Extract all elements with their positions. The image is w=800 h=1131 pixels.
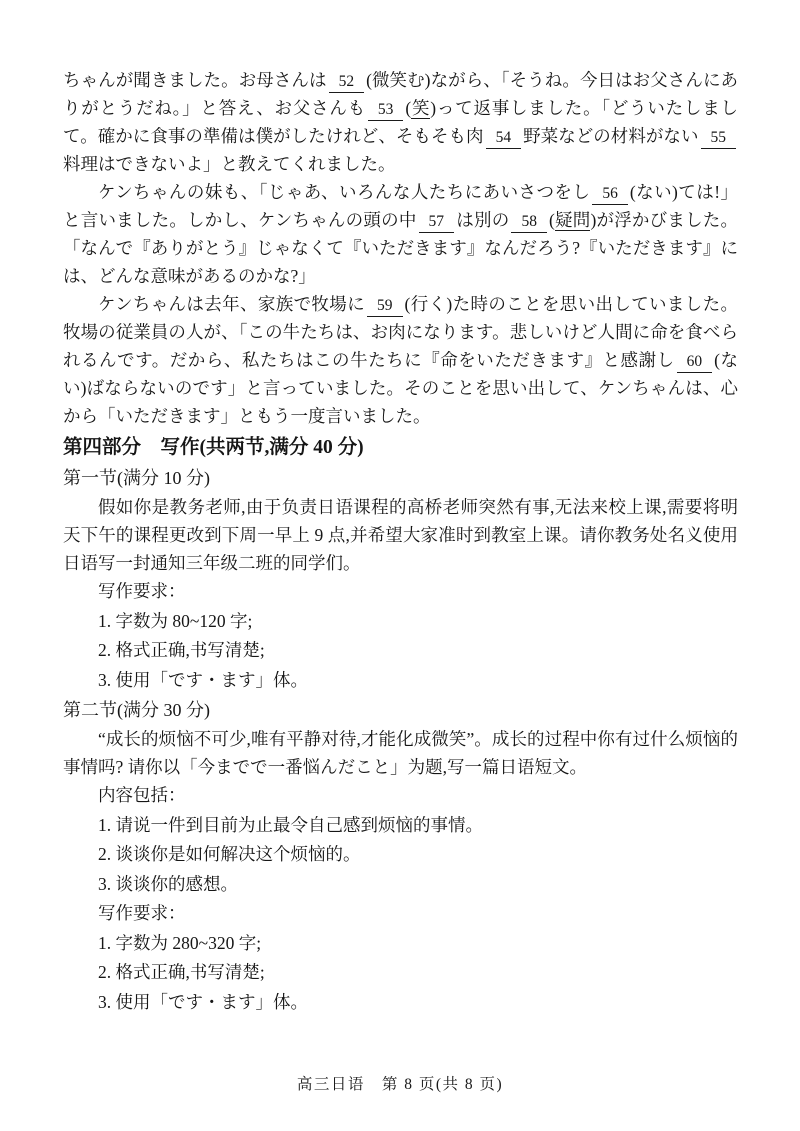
list-item: 3. 使用「です・ます」体。 <box>98 669 308 690</box>
passage-text: は別の <box>456 210 510 230</box>
passage-text: )って返事しました。「どういたしまして。確かに食事の準備は僕がしたけれど、そもそも肉 <box>63 98 738 146</box>
passage-text: ちゃんが聞きました。お母さんは <box>63 70 327 90</box>
passage-text: (ない)ばならないのです」と言っていました。そのことを思い出して、ケンちゃんは、心から「いただきます」ともう一度言いました。 <box>63 350 738 426</box>
reading-passage <box>63 66 738 430</box>
cloze-blank-57: 57 <box>419 212 455 233</box>
section2-contents-label: 内容包括： <box>98 785 186 805</box>
list-item: 1. 字数为 280~320 字; <box>98 932 262 953</box>
passage-text: (行く)た時のことを思い出していました。牧場の従業員の人が、「この牛たちは、お肉になります。悲しいけど人間に命を食べられるんです。だから、私たちはこの牛たちに『命をいただきます』と感謝し <box>63 294 738 370</box>
cloze-blank-52: 52 <box>329 72 365 93</box>
section2-title: 第二节(满分 30 分) <box>63 700 210 720</box>
list-item: 3. 使用「です・ます」体。 <box>98 991 308 1012</box>
cloze-blank-59: 59 <box>367 296 403 317</box>
passage-text: 野菜などの材料がない <box>523 126 699 146</box>
passage-text: ( <box>405 98 412 118</box>
section1-task-description: 假如你是教务老师,由于负责日语课程的高桥老师突然有事,无法来校上课,需要将明天下午的课程更改到下周一早上 9 点,并希望大家准时到教室上课。请你教务处名义使用日语写一封通知三年级二班的同学们。 <box>63 497 738 573</box>
list-item: 2. 格式正确,书写清楚; <box>98 962 265 982</box>
list-item: 1. 请说一件到目前为止最令自己感到烦恼的事情。 <box>98 814 483 835</box>
list-item: 2. 谈谈你是如何解决这个烦恼的。 <box>98 844 361 864</box>
section1-requirements-label: 写作要求： <box>98 581 186 601</box>
passage-text: 料理はできないよ」と教えてくれました。 <box>63 154 396 174</box>
passage-paragraph <box>63 66 738 178</box>
passage-text: ケンちゃんの妹も、「じゃあ、いろんな人たちにあいさつをし <box>98 182 591 202</box>
section1-title: 第一节(满分 10 分) <box>63 468 210 488</box>
passage-text: ケンちゃんは去年、家族で牧場に <box>98 294 366 314</box>
list-item: 2. 格式正确,书写清楚; <box>98 640 265 660</box>
writing-section-1 <box>63 463 738 695</box>
passage-text: (ない)ては!」と言いました。しかし、ケンちゃんの頭の中 <box>63 182 738 230</box>
cloze-blank-60: 60 <box>677 352 713 373</box>
cloze-blank-56: 56 <box>592 184 628 205</box>
cloze-blank-55: 55 <box>701 128 737 149</box>
underlined-word: 笑 <box>411 98 431 118</box>
section1-requirements-list <box>63 607 738 696</box>
section2-task-description: “成长的烦恼不可少,唯有平静对待,才能化成微笑”。成长的过程中你有过什么烦恼的事情吗? 请你以「今までで一番悩んだこと」为题,写一篇日语短文。 <box>63 729 738 777</box>
section2-requirements-label: 写作要求： <box>98 903 186 923</box>
passage-paragraph <box>63 290 738 430</box>
writing-section-2 <box>63 695 738 1017</box>
list-item: 1. 字数为 80~120 字; <box>98 610 253 631</box>
underlined-word: 疑問 <box>554 210 591 230</box>
cloze-blank-58: 58 <box>511 212 547 233</box>
passage-text: )が浮かびました。「なんで『ありがとう』じゃなくて『いただきます』なんだろう?『いただきます』には、どんな意味があるのかな?」 <box>63 210 739 286</box>
cloze-blank-54: 54 <box>486 128 522 149</box>
cloze-blank-53: 53 <box>368 100 404 121</box>
section2-requirements-list <box>63 929 738 1018</box>
part4-heading: 第四部分 写作(共两节,满分 40 分) <box>63 437 364 458</box>
passage-text: (微笑む)ながら、「そうね。今日はお父さんにありがとうだね。」と答え、お父さんも <box>63 70 739 118</box>
page-footer: 高三日语 第 8 页(共 8 页) <box>296 1076 504 1093</box>
list-item: 3. 谈谈你的感想。 <box>98 873 238 894</box>
section2-contents-list <box>63 811 738 900</box>
passage-paragraph <box>63 178 738 290</box>
passage-text: ( <box>548 210 555 230</box>
